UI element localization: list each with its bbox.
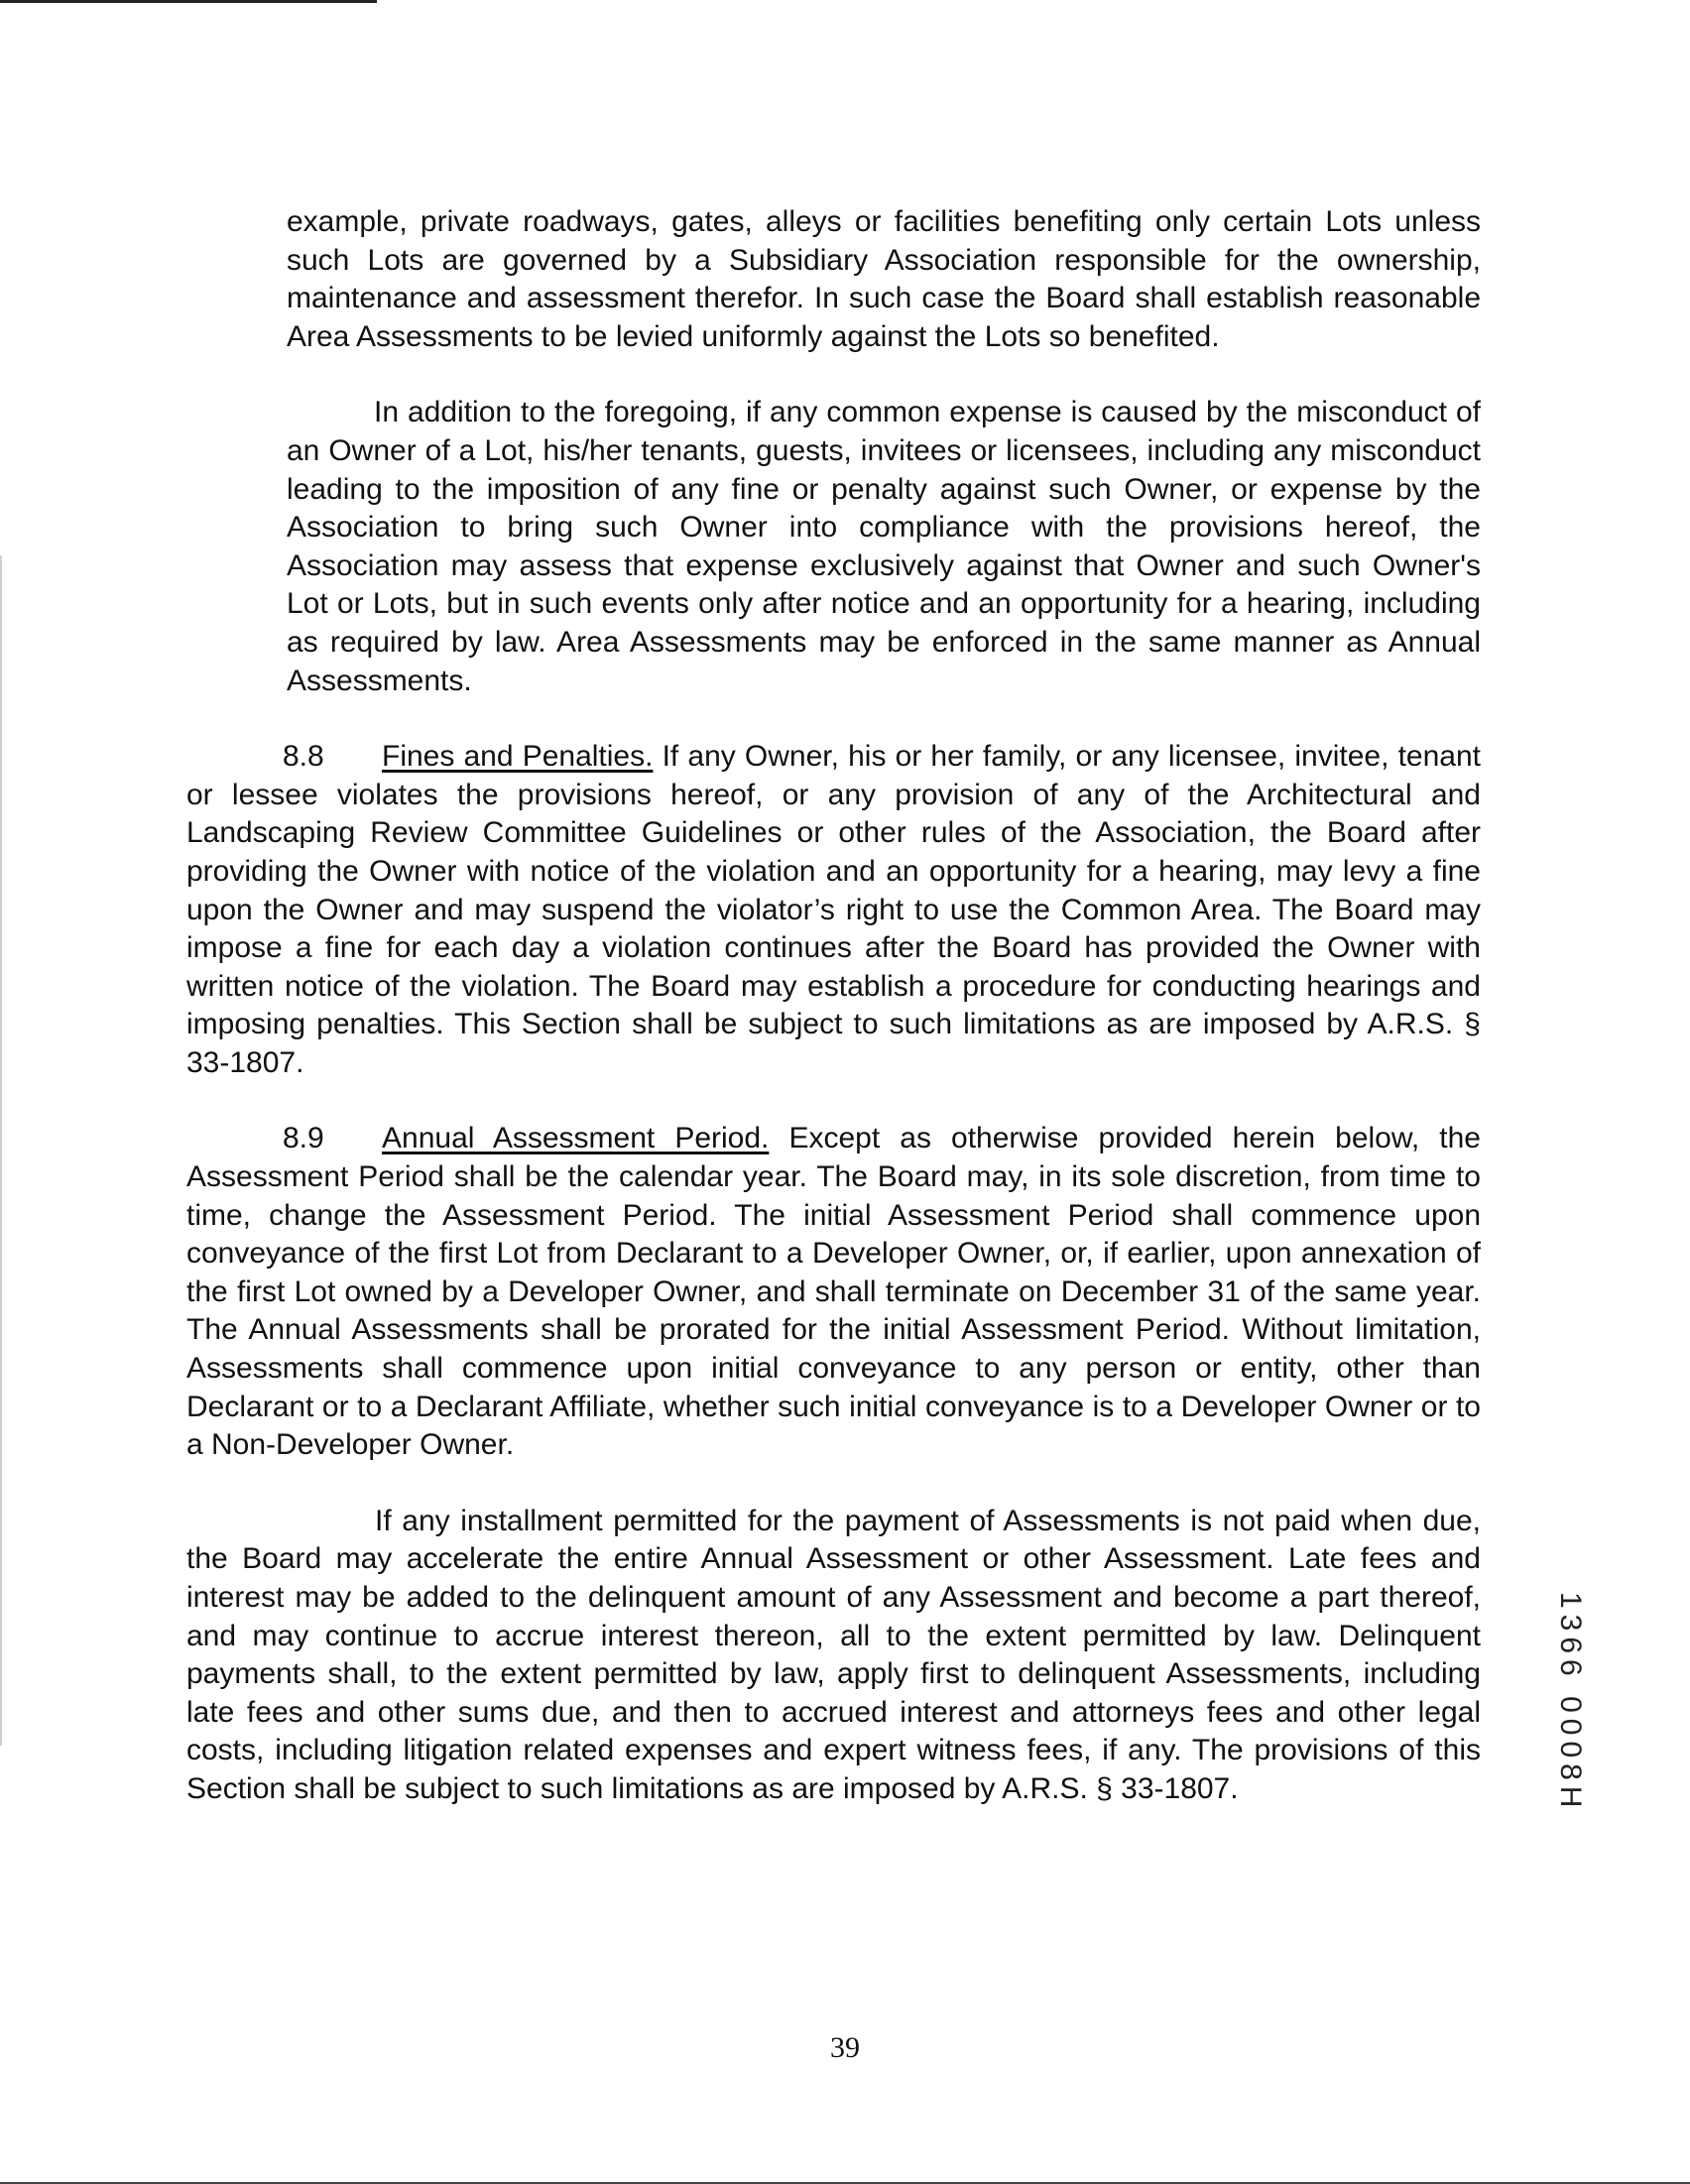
document-page xyxy=(186,203,1481,1809)
section-8-9-number: 8.9 xyxy=(283,1122,324,1155)
scan-edge-left xyxy=(0,555,2,1746)
page-number: 39 xyxy=(830,2031,860,2064)
paragraph-area-assessments-continued: example, private roadways, gates, alleys or facilities benefiting only certain Lots unless such Lots are governed by a Subsidiary Association responsible for the ownership, maintenance and assessment therefor. In such case the Board shall establish reasonable Area Assessments to be levied uniformly against the Lots so benefited. xyxy=(287,205,1481,353)
paragraph-common-expense-misconduct: In addition to the foregoing, if any common expense is caused by the misconduct of an Owner of a Lot, his/her tenants, guests, invitees or licensees, including any misconduct leading to the imposition of any fine or penalty against such Owner, or expense by the Association to bring such Owner into compliance with the provisions hereof, the Association may assess that expense exclusively against that Owner and such Owner's Lot or Lots, but in such events only after notice and an opportunity for a hearing, including as required by law. Area Assessments may be enforced in the same manner as Annual Assessments. xyxy=(287,396,1481,697)
paragraph-installment-acceleration: If any installment permitted for the payment of Assessments is not paid when due, the Board may accelerate the entire Annual Assessment or other Assessment. Late fees and interest may be added to the delinquent amount of any Assessment and become a part thereof, and may continue to accrue interest thereon, all to the extent permitted by law. Delinquent payments shall, to the extent permitted by law, apply first to delinquent Assessments, including late fees and other sums due, and then to accrued interest and attorneys fees and other legal costs, including litigation related expenses and expert witness fees, if any. The provisions of this Section shall be subject to such limitations as are imposed by A.R.S. § 33-1807. xyxy=(186,1504,1481,1805)
continued-paragraph-block xyxy=(186,203,1481,700)
section-8-9-title: Annual Assessment Period. xyxy=(382,1122,770,1155)
paragraph-gap xyxy=(186,1465,1481,1503)
scan-edge-top xyxy=(0,0,377,3)
document-recording-stamp: 1366 0008H xyxy=(1554,1592,1587,1814)
section-8-8 xyxy=(186,738,1481,1082)
paragraph-gap xyxy=(287,356,1481,394)
section-8-8-body: If any Owner, his or her family, or any licensee, invitee, tenant or lessee violates the provisions hereof, or any provision of any of the Architectural and Landscaping Review Committee Guidelines or other rules of the Association, the Board after providing the Owner with notice of the violation and an opportunity for a hearing, may levy a fine upon the Owner and may suspend the violator’s right to use the Common Area. The Board may impose a fine for each day a violation continues after the Board has provided the Owner with written notice of the violation. The Board may establish a procedure for conducting hearings and imposing penalties. This Section shall be subject to such limitations as are imposed by A.R.S. § 33-1807. xyxy=(186,740,1481,1079)
section-8-9 xyxy=(186,1120,1481,1464)
paragraph-gap xyxy=(186,700,1481,738)
section-8-8-number: 8.8 xyxy=(283,740,324,774)
section-8-9-body: Except as otherwise provided herein below, the Assessment Period shall be the calendar year. The Board may, in its sole discretion, from time to time, change the Assessment Period. The initial Assessment Period shall commence upon conveyance of the first Lot from Declarant to a Developer Owner, or, if earlier, upon annexation of the first Lot owned by a Developer Owner, and shall terminate on December 31 of the same year. The Annual Assessments shall be prorated for the initial Assessment Period. Without limitation, Assessments shall commence upon initial conveyance to any person or entity, other than Declarant or to a Declarant Affiliate, whether such initial conveyance is to a Developer Owner or to a Non-Developer Owner. xyxy=(186,1122,1481,1462)
section-8-8-title: Fines and Penalties. xyxy=(382,740,654,774)
paragraph-gap xyxy=(186,1082,1481,1120)
